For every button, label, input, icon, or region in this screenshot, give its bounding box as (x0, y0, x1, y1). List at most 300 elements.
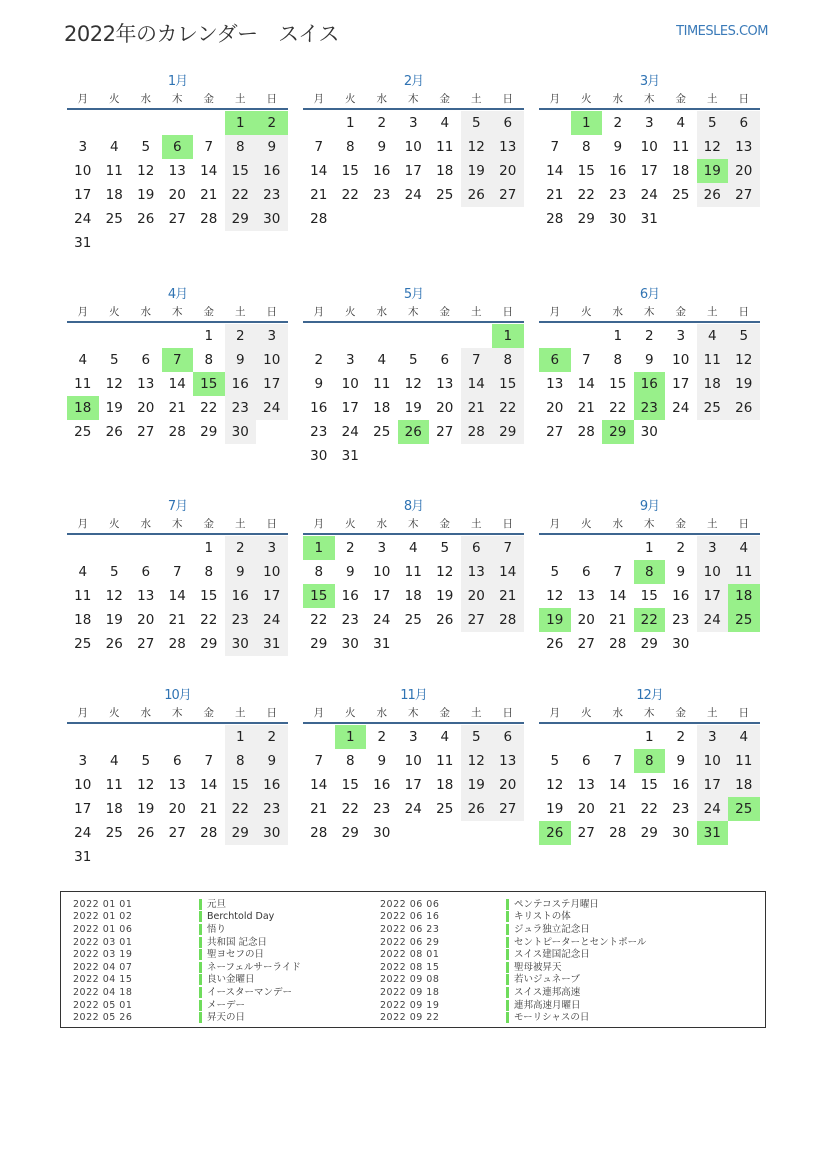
weekday-label: 土 (471, 93, 482, 105)
day-grid (539, 724, 760, 845)
day-cell: 22 (341, 801, 359, 817)
day-cell: 5 (728, 324, 760, 348)
holiday-cell: 29 (602, 420, 634, 444)
holiday-date: 2022 09 22 (380, 1012, 440, 1024)
day-cell: 11 (436, 753, 454, 769)
holiday-name: セントピーターとセントポール (506, 937, 646, 948)
month-name: 2月 (403, 74, 424, 89)
day-cell: 3 (256, 324, 288, 348)
day-cell: 24 (256, 396, 288, 420)
day-cell: 26 (105, 636, 123, 652)
holiday-date: 2022 04 07 (73, 961, 133, 973)
weekday-label: 金 (439, 306, 450, 318)
day-cell: 26 (137, 825, 155, 841)
month-name: 12月 (636, 688, 663, 703)
day-cell: 4 (728, 536, 760, 560)
day-cell: 30 (640, 424, 658, 440)
holiday-cell: 19 (539, 608, 571, 632)
weekday-label: 日 (738, 306, 749, 318)
weekday-label: 金 (675, 306, 686, 318)
day-cell: 5 (697, 111, 729, 135)
day-cell: 2 (676, 540, 686, 556)
weekday-label: 月 (313, 93, 324, 105)
day-cell: 31 (373, 636, 391, 652)
holiday-legend-column (73, 898, 301, 1024)
weekday-label: 火 (109, 306, 120, 318)
weekday-label: 火 (581, 518, 592, 530)
empty-cell (335, 324, 367, 348)
day-cell: 16 (256, 159, 288, 183)
day-cell: 28 (168, 424, 186, 440)
empty-cell (602, 725, 634, 749)
day-cell: 16 (225, 584, 257, 608)
day-cell: 17 (74, 187, 92, 203)
day-cell: 17 (672, 376, 690, 392)
day-cell: 7 (613, 564, 623, 580)
day-cell: 27 (168, 211, 186, 227)
weekday-header (303, 706, 524, 724)
day-cell: 12 (436, 564, 454, 580)
day-cell: 25 (74, 424, 92, 440)
day-cell: 23 (672, 801, 690, 817)
day-cell: 14 (492, 560, 524, 584)
day-cell: 11 (697, 348, 729, 372)
holiday-date: 2022 01 01 (73, 898, 133, 910)
holiday-cell: 15 (193, 372, 225, 396)
holiday-entry (380, 911, 646, 924)
day-cell: 18 (436, 163, 454, 179)
day-cell: 19 (137, 801, 155, 817)
day-cell: 28 (461, 420, 493, 444)
day-cell: 12 (137, 777, 155, 793)
day-cell: 18 (74, 612, 92, 628)
day-cell: 2 (377, 729, 387, 745)
weekday-label: 金 (439, 93, 450, 105)
weekday-label: 水 (140, 707, 151, 719)
weekday-header (303, 517, 524, 535)
day-cell: 5 (141, 753, 151, 769)
day-cell: 9 (256, 135, 288, 159)
day-cell: 5 (461, 111, 493, 135)
holiday-entry (73, 911, 301, 924)
day-grid (539, 535, 760, 656)
day-cell: 30 (672, 636, 690, 652)
day-cell: 29 (200, 636, 218, 652)
day-cell: 1 (345, 115, 355, 131)
day-cell: 3 (697, 725, 729, 749)
holiday-name: 良い金曜日 (199, 974, 255, 985)
weekday-header (539, 305, 760, 323)
day-cell: 22 (609, 400, 627, 416)
holiday-entry (380, 898, 646, 911)
day-cell: 9 (676, 753, 686, 769)
holiday-date: 2022 08 01 (380, 949, 440, 961)
day-cell: 23 (256, 797, 288, 821)
day-cell: 23 (341, 612, 359, 628)
empty-cell (429, 324, 461, 348)
day-cell: 2 (613, 115, 623, 131)
day-cell: 30 (373, 825, 391, 841)
weekday-label: 日 (266, 518, 277, 530)
holiday-entry (380, 1011, 646, 1024)
month-block (67, 686, 288, 869)
day-cell: 22 (577, 187, 595, 203)
weekday-label: 土 (707, 306, 718, 318)
day-cell: 2 (256, 725, 288, 749)
day-cell: 14 (609, 777, 627, 793)
day-cell: 9 (225, 560, 257, 584)
day-cell: 24 (74, 211, 92, 227)
day-cell: 24 (640, 187, 658, 203)
day-cell: 7 (550, 139, 560, 155)
day-cell: 4 (676, 115, 686, 131)
weekday-label: 日 (738, 93, 749, 105)
month-block (67, 72, 288, 255)
day-cell: 16 (256, 773, 288, 797)
day-cell: 6 (581, 753, 591, 769)
day-cell: 22 (225, 797, 257, 821)
day-cell: 24 (672, 400, 690, 416)
day-cell: 17 (256, 372, 288, 396)
day-cell: 13 (728, 135, 760, 159)
weekday-label: 日 (502, 518, 513, 530)
day-cell: 28 (609, 636, 627, 652)
day-cell: 9 (377, 139, 387, 155)
day-cell: 14 (168, 588, 186, 604)
day-cell: 17 (697, 584, 729, 608)
day-cell: 18 (436, 777, 454, 793)
day-cell: 23 (225, 608, 257, 632)
day-cell: 24 (373, 612, 391, 628)
month-block (539, 285, 760, 444)
day-cell: 12 (546, 777, 564, 793)
day-cell: 4 (697, 324, 729, 348)
day-cell: 16 (672, 588, 690, 604)
holiday-name: 若いジュネーブ (506, 974, 580, 985)
day-cell: 31 (341, 448, 359, 464)
holiday-date: 2022 01 06 (73, 923, 133, 935)
day-cell: 4 (440, 115, 450, 131)
day-cell: 4 (78, 564, 88, 580)
day-cell: 5 (461, 725, 493, 749)
day-cell: 12 (404, 376, 422, 392)
month-name: 10月 (164, 688, 191, 703)
holiday-entry (73, 974, 301, 987)
day-cell: 27 (492, 183, 524, 207)
day-cell: 20 (577, 612, 595, 628)
day-cell: 17 (404, 163, 422, 179)
weekday-label: 木 (644, 93, 655, 105)
day-cell: 8 (345, 139, 355, 155)
holiday-name: イースターマンデー (199, 987, 292, 998)
weekday-header (539, 92, 760, 110)
day-cell: 11 (728, 749, 760, 773)
month-name: 5月 (403, 287, 424, 302)
day-cell: 1 (204, 328, 214, 344)
day-cell: 2 (345, 540, 355, 556)
day-cell: 17 (373, 588, 391, 604)
day-cell: 14 (200, 163, 218, 179)
day-cell: 28 (609, 825, 627, 841)
weekday-label: 水 (376, 707, 387, 719)
weekday-header (67, 92, 288, 110)
weekday-label: 金 (203, 707, 214, 719)
day-grid (67, 535, 288, 656)
day-cell: 18 (728, 773, 760, 797)
weekday-label: 金 (203, 93, 214, 105)
day-cell: 16 (373, 777, 391, 793)
day-cell: 29 (341, 825, 359, 841)
day-cell: 15 (341, 777, 359, 793)
day-cell: 26 (697, 183, 729, 207)
weekday-label: 日 (502, 306, 513, 318)
day-cell: 15 (200, 588, 218, 604)
day-cell: 25 (105, 211, 123, 227)
day-cell: 27 (577, 636, 595, 652)
month-block (303, 72, 524, 231)
day-cell: 19 (728, 372, 760, 396)
day-cell: 12 (105, 376, 123, 392)
day-cell: 7 (204, 753, 214, 769)
day-cell: 27 (436, 424, 454, 440)
day-cell: 13 (168, 777, 186, 793)
day-cell: 9 (256, 749, 288, 773)
day-cell: 18 (672, 163, 690, 179)
day-cell: 27 (137, 424, 155, 440)
weekday-label: 火 (581, 306, 592, 318)
day-cell: 27 (461, 608, 493, 632)
weekday-label: 金 (203, 518, 214, 530)
day-cell: 25 (672, 187, 690, 203)
day-cell: 7 (314, 753, 324, 769)
month-block (303, 686, 524, 845)
day-cell: 30 (256, 821, 288, 845)
weekday-header (67, 305, 288, 323)
day-cell: 24 (404, 801, 422, 817)
weekday-label: 水 (376, 306, 387, 318)
day-cell: 17 (74, 801, 92, 817)
day-cell: 29 (492, 420, 524, 444)
day-grid (303, 535, 524, 656)
weekday-label: 水 (140, 518, 151, 530)
empty-cell (193, 111, 225, 135)
weekday-label: 木 (644, 306, 655, 318)
day-cell: 14 (310, 163, 328, 179)
empty-cell (130, 111, 162, 135)
day-cell: 11 (672, 139, 690, 155)
day-cell: 21 (310, 187, 328, 203)
empty-cell (99, 536, 131, 560)
empty-cell (539, 324, 571, 348)
empty-cell (162, 725, 194, 749)
holiday-name: ジュラ独立記念日 (506, 924, 590, 935)
holiday-name: 連邦高速月曜日 (506, 1000, 581, 1011)
day-cell: 14 (609, 588, 627, 604)
day-cell: 22 (200, 400, 218, 416)
day-cell: 20 (137, 400, 155, 416)
holiday-cell: 7 (162, 348, 194, 372)
day-cell: 3 (78, 753, 88, 769)
day-cell: 2 (225, 324, 257, 348)
weekday-label: 火 (345, 707, 356, 719)
day-cell: 20 (546, 400, 564, 416)
weekday-header (67, 706, 288, 724)
weekday-label: 木 (408, 93, 419, 105)
weekday-label: 土 (707, 518, 718, 530)
month-block (539, 686, 760, 845)
day-cell: 21 (168, 400, 186, 416)
day-cell: 21 (609, 801, 627, 817)
holiday-entry (380, 986, 646, 999)
weekday-label: 土 (471, 707, 482, 719)
day-cell: 30 (310, 448, 328, 464)
month-block (67, 497, 288, 656)
day-cell: 6 (492, 725, 524, 749)
day-cell: 6 (141, 352, 151, 368)
empty-cell (303, 111, 335, 135)
holiday-cell: 8 (634, 749, 666, 773)
day-cell: 23 (225, 396, 257, 420)
day-cell: 21 (461, 396, 493, 420)
day-cell: 12 (137, 163, 155, 179)
day-cell: 10 (697, 560, 729, 584)
empty-cell (571, 536, 603, 560)
holiday-cell: 6 (162, 135, 194, 159)
empty-cell (602, 536, 634, 560)
weekday-label: 日 (502, 93, 513, 105)
weekday-header (67, 517, 288, 535)
day-cell: 29 (310, 636, 328, 652)
day-cell: 30 (609, 211, 627, 227)
holiday-date: 2022 03 01 (73, 936, 133, 948)
day-cell: 28 (577, 424, 595, 440)
day-cell: 11 (373, 376, 391, 392)
day-cell: 21 (609, 612, 627, 628)
day-cell: 31 (640, 211, 658, 227)
day-cell: 3 (697, 536, 729, 560)
day-cell: 18 (404, 588, 422, 604)
day-cell: 6 (461, 536, 493, 560)
holiday-date: 2022 03 19 (73, 949, 133, 961)
day-cell: 31 (74, 235, 92, 251)
weekday-header (303, 92, 524, 110)
day-cell: 14 (461, 372, 493, 396)
day-cell: 23 (310, 424, 328, 440)
day-cell: 22 (341, 187, 359, 203)
weekday-label: 月 (549, 93, 560, 105)
day-cell: 3 (377, 540, 387, 556)
empty-cell (67, 324, 99, 348)
weekday-label: 金 (203, 306, 214, 318)
holiday-cell: 22 (634, 608, 666, 632)
weekday-label: 木 (172, 93, 183, 105)
weekday-label: 木 (172, 707, 183, 719)
day-cell: 18 (105, 801, 123, 817)
day-cell: 17 (697, 773, 729, 797)
weekday-label: 日 (266, 707, 277, 719)
day-cell: 24 (256, 608, 288, 632)
day-cell: 4 (109, 139, 119, 155)
day-cell: 14 (577, 376, 595, 392)
weekday-label: 水 (140, 306, 151, 318)
day-cell: 21 (310, 801, 328, 817)
holiday-cell: 15 (303, 584, 335, 608)
day-cell: 21 (546, 187, 564, 203)
day-cell: 8 (225, 135, 257, 159)
day-cell: 22 (640, 801, 658, 817)
day-cell: 8 (581, 139, 591, 155)
day-cell: 24 (404, 187, 422, 203)
day-cell: 6 (172, 753, 182, 769)
holiday-name: 元旦 (199, 899, 226, 910)
day-cell: 27 (577, 825, 595, 841)
holiday-entry (380, 936, 646, 949)
holiday-entry (73, 961, 301, 974)
day-cell: 15 (640, 777, 658, 793)
day-cell: 12 (546, 588, 564, 604)
day-cell: 15 (341, 163, 359, 179)
day-cell: 10 (341, 376, 359, 392)
holiday-entry (380, 974, 646, 987)
day-cell: 17 (404, 777, 422, 793)
holiday-cell: 8 (634, 560, 666, 584)
weekday-label: 日 (738, 518, 749, 530)
day-cell: 23 (373, 187, 391, 203)
day-cell: 1 (225, 725, 257, 749)
day-cell: 20 (436, 400, 454, 416)
day-grid (303, 724, 524, 845)
day-cell: 29 (640, 825, 658, 841)
weekday-label: 金 (675, 707, 686, 719)
day-cell: 23 (672, 612, 690, 628)
day-cell: 2 (644, 328, 654, 344)
holiday-entry (380, 961, 646, 974)
day-cell: 4 (408, 540, 418, 556)
day-cell: 13 (168, 163, 186, 179)
holiday-date: 2022 04 15 (73, 974, 133, 986)
day-cell: 4 (78, 352, 88, 368)
day-cell: 13 (577, 588, 595, 604)
day-cell: 14 (546, 163, 564, 179)
day-cell: 31 (74, 849, 92, 865)
day-cell: 13 (137, 588, 155, 604)
day-cell: 11 (105, 163, 123, 179)
day-grid (539, 323, 760, 444)
weekday-label: 火 (345, 518, 356, 530)
holiday-entry (73, 986, 301, 999)
holiday-name: 悟り (199, 924, 226, 935)
day-cell: 24 (74, 825, 92, 841)
holiday-name: スイス連邦高速 (506, 987, 580, 998)
weekday-label: 月 (77, 306, 88, 318)
holiday-cell: 18 (67, 396, 99, 420)
day-cell: 28 (168, 636, 186, 652)
day-cell: 25 (373, 424, 391, 440)
empty-cell (99, 725, 131, 749)
day-cell: 25 (74, 636, 92, 652)
day-cell: 15 (492, 372, 524, 396)
day-cell: 19 (137, 187, 155, 203)
day-cell: 30 (341, 636, 359, 652)
site-logo[interactable]: TIMESLES.COM (676, 24, 768, 39)
day-cell: 26 (137, 211, 155, 227)
day-grid (539, 110, 760, 231)
weekday-label: 日 (502, 707, 513, 719)
day-cell: 13 (577, 777, 595, 793)
empty-cell (193, 725, 225, 749)
day-cell: 10 (697, 749, 729, 773)
day-cell: 30 (672, 825, 690, 841)
